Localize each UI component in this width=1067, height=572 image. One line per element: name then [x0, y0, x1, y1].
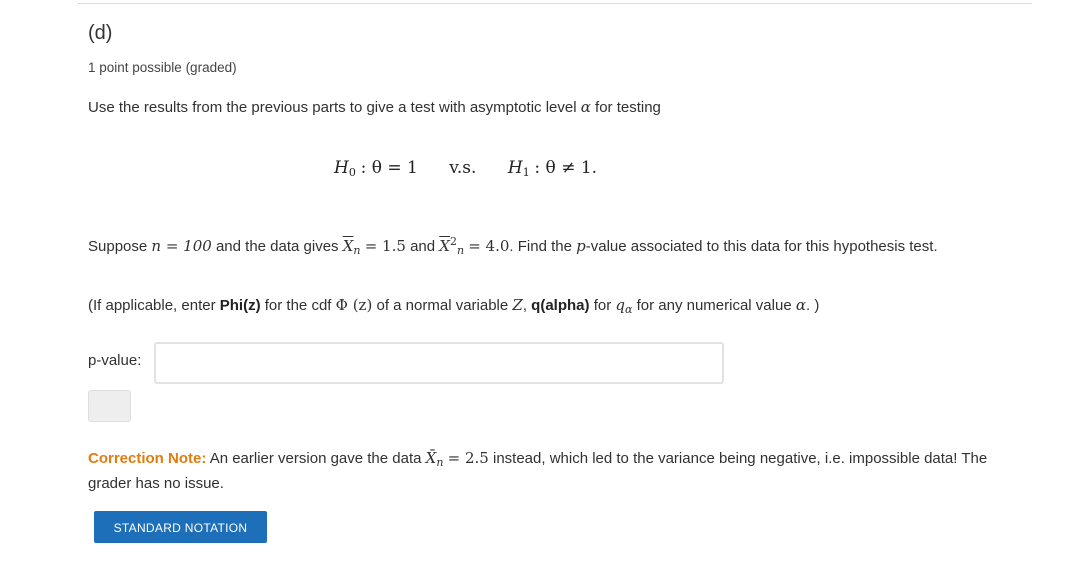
note-xbar-subscript: n	[436, 456, 444, 469]
phi-syntax: Phi(z)	[219, 297, 261, 314]
correction-note	[88, 448, 1018, 494]
xbar-value: = 1.5	[364, 237, 406, 255]
top-divider	[78, 3, 1032, 4]
h1-subscript: 1	[522, 166, 530, 179]
standard-notation-button[interactable]: STANDARD NOTATION	[94, 511, 267, 543]
x2bar-symbol: $\overline{X}$	[439, 237, 450, 255]
x2bar-subscript: n	[456, 244, 465, 257]
xbar-subscript: n	[353, 244, 361, 257]
versus-label: v.s.	[449, 158, 477, 178]
h0-symbol: H	[334, 158, 349, 178]
x2bar-value: = 4.0	[468, 237, 510, 255]
points-possible: 1 point possible (graded)	[88, 60, 237, 75]
p-value-input[interactable]	[154, 342, 724, 384]
statement-text: and the data gives	[215, 238, 339, 255]
h1-symbol: H	[507, 158, 523, 178]
statement-text: -value associated to this data for this hypothesis test.	[585, 238, 938, 255]
instruction-text: of a normal variable	[376, 297, 509, 314]
prompt-tail: for testing	[595, 99, 661, 116]
h1-expression: : θ ≠ 1.	[534, 158, 598, 178]
instruction-text: . )	[805, 297, 820, 314]
data-statement	[88, 231, 988, 262]
note-text: An earlier version gave the data	[209, 450, 422, 467]
h0-subscript: 0	[348, 166, 356, 179]
p-value-label: p-value:	[88, 352, 142, 369]
q-subscript: α	[624, 303, 633, 316]
h0-expression: : θ = 1	[360, 158, 418, 178]
statement-text: and	[410, 238, 436, 255]
instruction-text: ,	[522, 297, 527, 314]
preview-button[interactable]	[88, 390, 131, 422]
problem-heading: (d)	[88, 22, 113, 44]
instruction-text: for the cdf	[264, 297, 332, 314]
z-symbol: Z	[512, 296, 523, 314]
alpha-symbol: α	[795, 296, 806, 314]
instruction-text: for	[593, 297, 612, 314]
instruction-text: for any numerical value	[636, 297, 792, 314]
input-instructions	[88, 296, 819, 316]
prompt-text: Use the results from the previous parts to give a test with asymptotic level	[88, 99, 577, 116]
instruction-text: (If applicable, enter	[88, 297, 216, 314]
phi-expression: Φ (z)	[335, 296, 373, 314]
note-text: instead, which led to the variance being negative, i.e. impossible data! The grader has no issue.	[88, 450, 988, 492]
xbar-symbol: $\overline{X}$	[342, 237, 354, 255]
x2bar-superscript: 2	[449, 235, 457, 248]
problem-prompt	[88, 98, 661, 116]
hypotheses	[334, 158, 597, 179]
q-symbol: q	[615, 296, 625, 314]
statement-text: . Find the	[509, 238, 572, 255]
alpha-symbol: α	[580, 98, 591, 116]
p-symbol: p	[576, 237, 586, 255]
n-expression: n = 100	[151, 237, 212, 255]
statement-text: Suppose	[88, 238, 148, 255]
note-xbar-symbol: X̄	[425, 449, 437, 467]
q-syntax: q(alpha)	[531, 297, 590, 314]
correction-note-lead: Correction Note:	[88, 450, 207, 467]
note-xbar-value: = 2.5	[447, 449, 489, 467]
